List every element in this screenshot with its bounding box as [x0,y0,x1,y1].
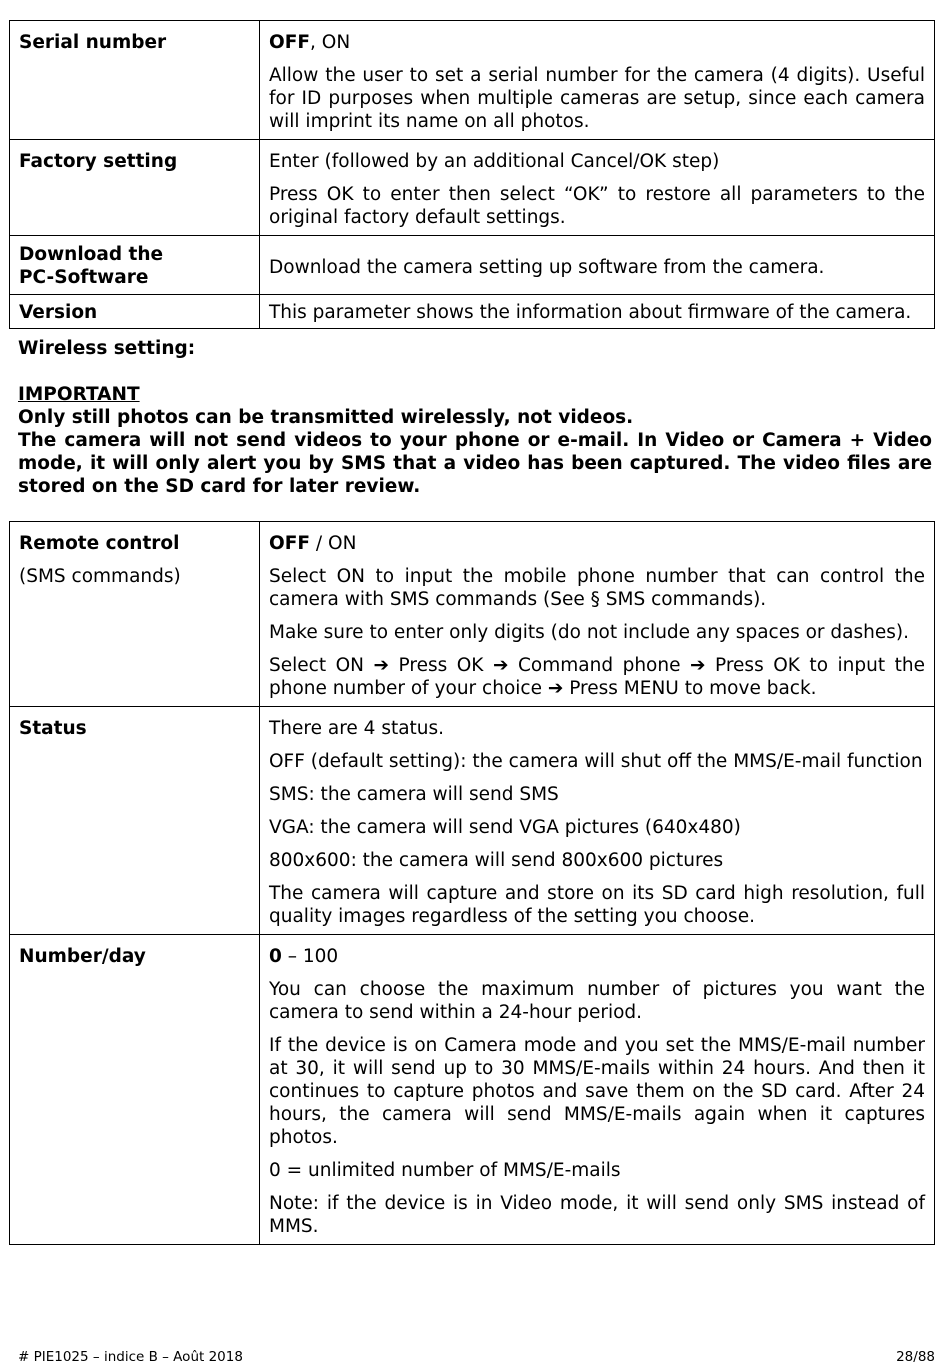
label-line: Download the [19,244,164,265]
value-options: Enter (followed by an additional Cancel/OK step) [269,151,720,172]
desc-text: You can choose the maximum number of pictures you want the camera to send within a 24-hour period. [269,979,925,1023]
desc-text: Select ON to input the mobile phone number that can control the camera with SMS commands (See § SMS commands). [269,566,925,610]
table-row [10,522,935,707]
table-row [10,707,935,935]
value-default: OFF [269,32,311,53]
value-default: OFF [269,533,311,554]
important-heading: IMPORTANT [18,384,140,405]
footer-document-ref: # PIE1025 – indice B – Août 2018 [18,1349,243,1365]
label-line: PC-Software [19,267,149,288]
desc-text: SMS: the camera will send SMS [269,784,559,805]
label-serial-number: Serial number [10,21,260,140]
desc-text: 800x600: the camera will send 800x600 pictures [269,850,724,871]
desc-text: Note: if the device is in Video mode, it will send only SMS instead of MMS. [269,1193,925,1237]
desc-text: 0 = unlimited number of MMS/E-mails [269,1160,621,1181]
table-row [10,140,935,236]
desc-text: OFF (default setting): the camera will shut off the MMS/E-mail function [269,751,923,772]
table-row [10,21,935,140]
table-row [10,236,935,295]
label-factory-setting: Factory setting [10,140,260,236]
value-options: , ON [310,32,351,53]
desc-text: Select ON ➔ Press OK ➔ Command phone ➔ Press OK to input the phone number of your choice ➔ Press MENU to move back. [269,655,925,699]
desc-serial-number [260,21,935,140]
label-subtext: (SMS commands) [19,566,181,587]
value-options: / ON [310,533,357,554]
important-line: The camera will not send videos to your phone or e-mail. In Video or Camera + Video mode, it will only alert you by SMS that a video has been captured. The video files are stored on the SD card for later review. [18,430,932,497]
desc-text: If the device is on Camera mode and you set the MMS/E-mail number at 30, it will send up to 30 MMS/E-mails within 24 hours. And then it continues to capture photos and save them on the SD card. After 24 hours, the camera will send MMS/E-mails again when it captures photos. [269,1035,925,1148]
label-remote-control [10,522,260,707]
label-download-pc-software [10,236,260,295]
desc-remote-control [260,522,935,707]
table-row [10,295,935,329]
label-status: Status [10,707,260,935]
desc-text: Press OK to enter then select “OK” to restore all parameters to the original factory default settings. [269,184,925,228]
settings-table-1 [9,20,935,329]
section-title-wireless: Wireless setting: [18,338,196,359]
desc-status [260,707,935,935]
value-default: 0 [269,946,282,967]
desc-text: Allow the user to set a serial number for the camera (4 digits). Useful for ID purposes when multiple cameras are setup, since each camera will imprint its name on all photos. [269,65,925,132]
desc-text: The camera will capture and store on its SD card high resolution, full quality images regardless of the setting you choose. [269,883,925,927]
label-text: Remote control [19,533,180,554]
desc-factory-setting [260,140,935,236]
label-number-day: Number/day [10,935,260,1245]
value-options: – 100 [281,946,339,967]
important-line: Only still photos can be transmitted wirelessly, not videos. [18,407,634,428]
table-row [10,935,935,1245]
settings-table-2 [9,521,935,1245]
desc-text: This parameter shows the information about firmware of the camera. [269,302,912,323]
desc-text: There are 4 status. [269,718,445,739]
important-notice [18,383,932,498]
desc-number-day [260,935,935,1245]
desc-download-pc-software [260,236,935,295]
label-version: Version [10,295,260,329]
desc-version [260,295,935,329]
footer-page-number: 28/88 [896,1349,935,1365]
desc-text: Download the camera setting up software from the camera. [269,256,825,278]
desc-text: Make sure to enter only digits (do not include any spaces or dashes). [269,622,909,643]
desc-text: VGA: the camera will send VGA pictures (640x480) [269,817,741,838]
